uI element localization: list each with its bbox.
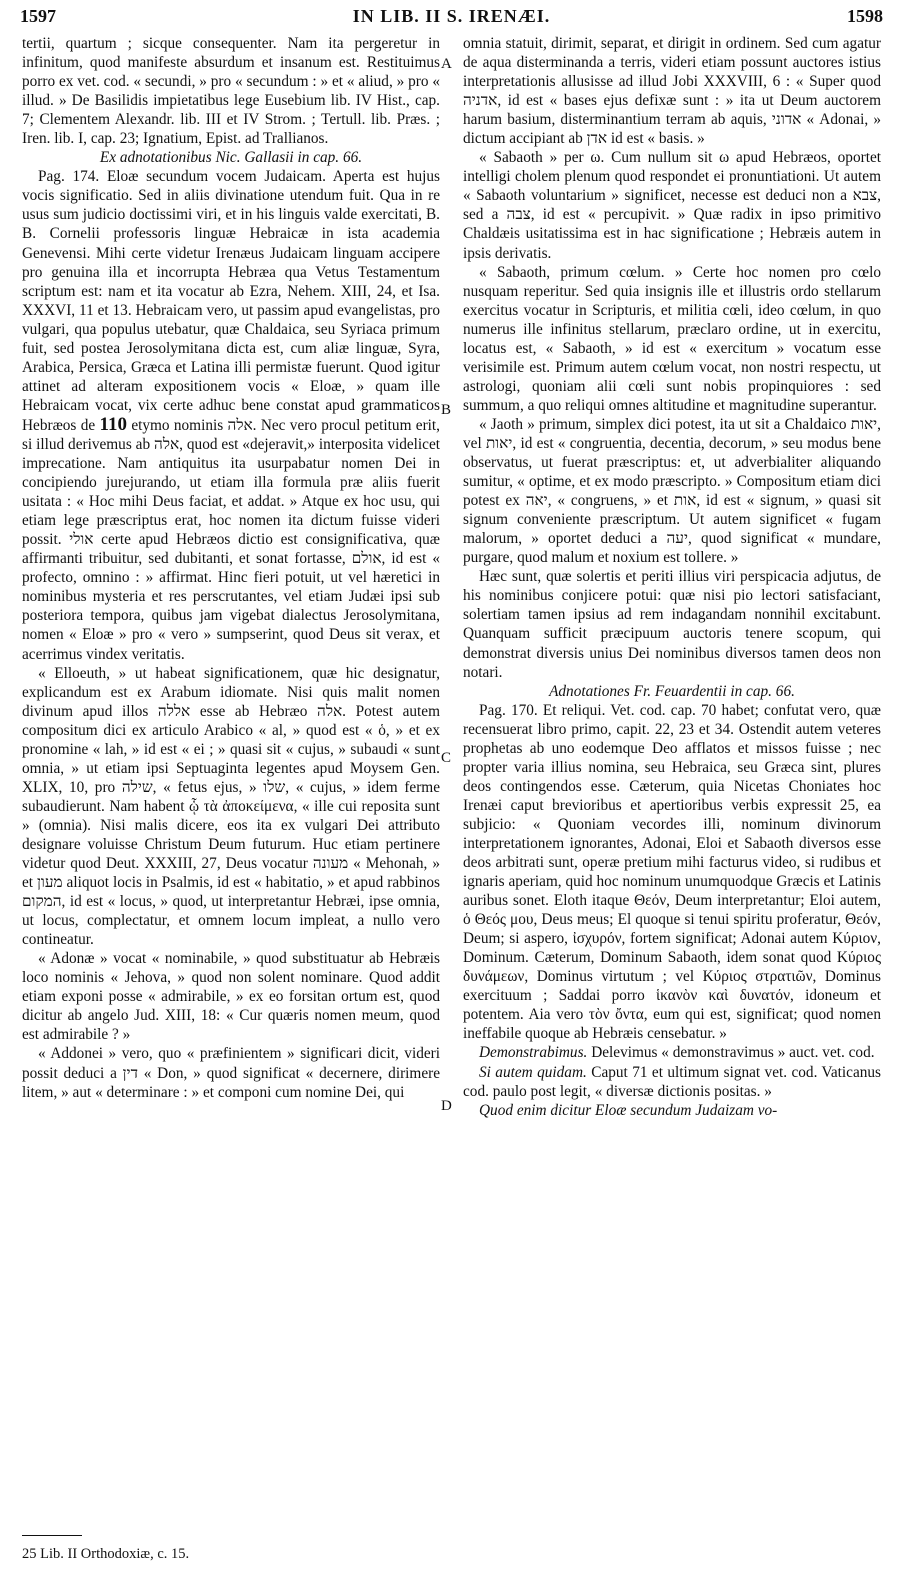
margin-marker-d: D (441, 1098, 452, 1114)
lemma: Si autem quidam. (479, 1063, 587, 1081)
lemma: Demonstrabimus. (479, 1044, 588, 1062)
paragraph: Hæc sunt, quæ solertis et periti illius viri perspicacia adjutus, de his nominibus conjicere potui: quæ nisi pio lectori satisfaciant, solertiam tamen ipsius ad rem indagandam nonnihil excitabunt. Quanquam sufficit præcipuum auctoris tenere scopum, qui demonstrat diversis unius Dei nominibus diversos tamen deos non notari. (463, 568, 881, 681)
paragraph (22, 167, 440, 663)
paragraph: « Adonæ » vocat « nominabile, » quod substituatur ab Hebræis loco nominis « Jehova, » quod non solent nominare. Quod addit etiam exponi posse « admirabile, » ex eo forsitan ortum est, quod dicitur ab angelo Jud. XIII, 18: « Cur quæris nomen meum, quod est admirabile ? » (22, 950, 440, 1044)
paragraph: « Sabaoth, primum cœlum. » Certe hoc nomen pro cœlo nusquam reperitur. Sed quia insignis ille et illustris ordo stellarum exercitus vocatur in Scripturis, et militia cœli, ideo cœlum, in quo numerus ille infinitus stellarum, præclaro ordine, ut in exercitu, locatus est, « Sabaoth, » id est « exercitum » vocatum esse verisimile est. Primum autem cœlum vocat, non nostri respectu, ut astrologi, quoniam alii cœli sunt nobis propinquiores : sed summum, a quo reliqui omnes altitudine et magnitudine superantur. (463, 263, 881, 414)
right-column (463, 34, 881, 1120)
running-title: IN LIB. II S. IRENÆI. (352, 6, 551, 26)
paragraph: omnia statuit, dirimit, separat, et dirigit in ordinem. Sed cum agatur de aqua disterminanda a terris, videri etiam possunt auctores istius interpretationis allusisse ad illud Jobi XXXVIII, 6 : « Super quod אדניה, id est « bases ejus defixæ sunt : » ita ut Deum auctorem harum basium, disterminantium terram ab aquis, אדוני « Adonai, » dictum accipiant ab אדן id est « basis. » (463, 35, 881, 148)
big-number: 110 (99, 413, 127, 435)
margin-marker-a: A (441, 56, 452, 72)
page-number-right: 1598 (847, 6, 883, 26)
margin-marker-b: B (441, 402, 452, 418)
paragraph (463, 1063, 881, 1101)
text-span: Caput 71 et ultimum signat vet. cod. Vaticanus cod. paulo post legit, « diversæ dictionis positas. » (463, 1063, 881, 1100)
paragraph (463, 1101, 881, 1120)
text-span: Delevimus « demonstravimus » auct. vet. cod. (591, 1044, 875, 1062)
paragraph: « Sabaoth » per ω. Cum nullum sit ω apud Hebræos, oportet intelligi cholem plenum quod respondet ei pronuntiationi. Ut autem « Sabaoth voluntarium » significet, necesse est deduci non a צבא, sed a צבה, id est « percupivit. » Quæ radix in ipso primitivo Chaldæis usitatissima est in hac significatione ; Hebræis autem in ipsis derivatis. (463, 149, 881, 262)
paragraph: Pag. 170. Et reliqui. Vet. cod. cap. 70 habet; confutat vero, quæ recensuerat libro primo, capit. 22, 23 et 34. Ostendit autem veteres prophetas ab uno eodemque Deo afflatos et missos fuisse ; nec propter varia illius nomina, seu Hebraica, seu Græca sint, plures deos contingendos esse. Cæterum, quia Nicetas Choniates hoc Irenæi caput brevioribus et apertioribus verbis expressit 25, ea subjicio: « Quoniam vecordes illi, nominum divinorum interpretationem ignorantes, Adonai, Eloi et Sabaoth diversos esse deos arbitrati sunt, operæ pretium mihi facturus video, si rudibus et ignaris aperiam, quid hoc nominum unumquodque Græcis et Latinis auribus sonet. Eloth itaque Θεόν, Deum interpretantur; Eloi autem, ὁ Θεός μου, Deus meus; El quoque si tenui spiritu proferatur, Θεόν, Deum; si aspero, ἰσχυρόν, fortem significat; Adonai autem Κύριον, Dominum. Cæterum, Dominum Sabaoth, idem sonat quod Κύριος δυνάμεων, Dominus virtutum ; vel Κύριος στρατιῶν, Dominus exercituum ; Saddai porro ἱκανὸν καὶ δυνατόν, idoneum et potentem. Aia vero τὸν ὄντα, eum qui est, significat; quod nomen ineffabile quoque ab Hebræis censebatur. » (463, 701, 881, 1043)
text-span: etymo nominis אלה. Nec vero procul petitum erit, si illud derivemus ab אלה, quod est «dejeravit,» interposita videlicet imprecatione. Nam antiquitus ita usurpabatur nomen Dei in concipiendo jurejurando, ut etiam illa formula præ aliis fuerit usitata : « Hoc mihi Deus faciat, et addat. » Atque ex hoc usu, qui etiam lege præscriptus erat, hoc nomen ita dictum fuisse videri possit. אולי certe apud Hebræos dictio est consignificativa, quæ affirmanti tribuitur, sed dubitanti, et sonat fortasse, אולם, id est « profecto, omnino : » affirmat. Hinc fieri potuit, ut vel hæretici in nominibus mysteria et res perscrutantes, vel etiam Judæi ipsi sub posteriora tempora, quibus jam vigebat dialectus Jerosolymitana, nomen « Eloæ » pro « vero » sumpserint, quod Deus sit verax, et acerrimus vindex veritatis. (22, 416, 441, 663)
paragraph: tertii, quartum ; sicque consequenter. Nam ita pergeretur in infinitum, quod manifeste absurdum et insanum est. Restituimus porro ex vet. cod. « secundi, » pro « secundum : » et « aliud, » pro « illud. » De Basilidis impietatibus lege Eusebium lib. IV Hist., cap. 7; Clementem Alexandr. lib. III et IV Strom. ; Tertull. lib. Præs. ; Iren. lib. I, cap. 23; Ignatium, Epist. ad Trallianos. (22, 35, 440, 148)
section-heading: Adnotationes Fr. Feuardentii in cap. 66. (549, 682, 795, 700)
paragraph: « Addonei » vero, quo « præfinientem » significari dicit, videri possit deduci a דין « Don, » quod significat « decernere, dirimere litem, » aut « determinare : » et componi cum nomine Dei, qui (22, 1045, 440, 1101)
lemma: Quod enim dicitur Eloæ secundum Judaizam vo- (479, 1101, 778, 1119)
section-heading: Ex adnotationibus Nic. Gallasii in cap. 66. (99, 149, 363, 167)
margin-marker-c: C (441, 750, 452, 766)
page-header (20, 6, 883, 34)
page-number-left: 1597 (20, 6, 56, 26)
paragraph (463, 1043, 881, 1062)
footnote-rule (22, 1535, 82, 1536)
footnote: 25 Lib. II Orthodoxiæ, c. 15. (22, 1546, 190, 1562)
paragraph: « Elloeuth, » ut habeat significationem, quæ hic designatur, explicandum est ex Arabum idiomate. Nisi quis malit nomen divinum apud illos אללה esse ab Hebræo אלה. Potest autem compositum dici ex articulo Arabico « al, » quod est « ὁ, » et ex pronomine « lah, » id est « ei ; » quasi sit « cujus, » subaudi « sunt omnia, » ut etiam ipsi Septuaginta legentes apud Moysem Gen. XLIX, 10, pro שילה, « fetus ejus, » שלו, « cujus, » idem ferme subaudierunt. Nam habent ᾧ τὰ ἀποκείμενα, « ille cui reposita sunt » (omnia). Nisi malis dicere, eos ita ex vulgari Dei attributo designare voluisse Christum Deum futurum. Huc etiam pertinere videtur quod Deut. XXXIII, 27, Deus vocatur מעונה « Mehonah, » et מעון aliquot locis in Psalmis, id est « habitatio, » et apud rabbinos המקום, id est « locus, » quod, ut interpretantur Hebræi, ipse omnia, ut locus, complectatur, et omnem locum impleat, a nullo vero contineatur. (22, 664, 440, 949)
text-span: Pag. 174. Eloæ secundum vocem Judaicam. Aperta est hujus vocis significatio. Sed in aliis divinatione utendum fuit. Qua in re usus sum judicio doctissimi viri, et in his linguis valde exercitati, B. B. Cornelii professoris linguæ Hebraicæ in ista academia Genevensi. Mihi certe videtur Irenæus Judaicam linguam accipere pro genuina illa et incorrupta Hebræa qua Vetus Testamentum scriptum est: nam et ita vocatur ab Ezra, Nehem. XIII, 24, et Isa. XXXVI, 11 et 13. Hebraicam vero, ut passim apud evangelistas, pro vulgari, qua populus utebatur, quæ Chaldaica, seu Syriaca primum fuit, sed postea Jerosolymitana dicta est, cum aliæ linguæ, Syra, Arabica, Persica, Græca et Latina illi permistæ fuerunt. Quod igitur attinet ad alteram expositionem vocis « Eloæ, » quam ille Hebraicam vocat, vix certe adhuc bene constat apud grammaticos Hebræos de (22, 168, 440, 434)
left-column (22, 34, 440, 1102)
paragraph: « Jaoth » primum, simplex dici potest, ita ut sit a Chaldaico יאות, vel יאות, id est « congruentia, decentia, decorum, » seu modus bene observatus, ut fuerat præscriptus: et, ut adverbialiter aliquando sumitur, « optime, et ex modo præscripto. » Compositum etiam dici potest ex יאה, « congruens, » et אות, id est « signum, » quasi sit signum conveniente præscriptum. Ut autem significet « fugam malorum, » oportet deduci a יעה, quod significat « mundare, purgare, quod malum et noxium est tollere. » (463, 415, 882, 567)
